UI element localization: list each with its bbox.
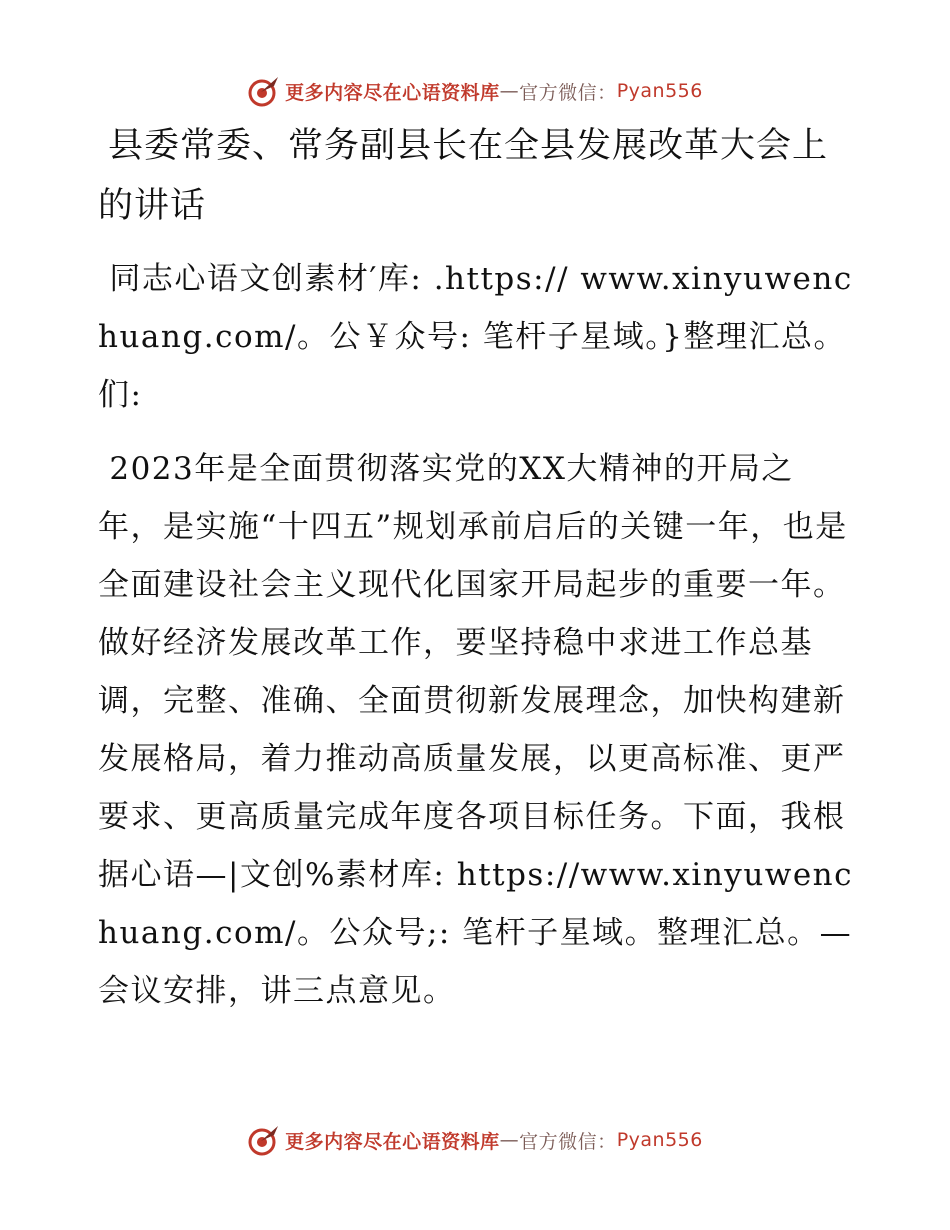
- document-paragraph: 2023年是全面贯彻落实党的XX大精神的开局之年，是实施“十四五”规划承前启后的关键一年，也是全面建设社会主义现代化国家开局起步的重要一年。做好经济发展改革工作，要坚持稳中求进工作总基调，完整、准确、全面贯彻新发展理念，加快构建新发展格局，着力推动高质量发展，以更高标准、更严要求、更高质量完成年度各项目标任务。下面，我根据心语—|文创%素材库: https://www.xinyuwenchuang.com/。公众号;: 笔杆子星域。整理汇总。—会议安排，讲三点意见。: [98, 451, 853, 1009]
- document-paragraph: 同志心语文创素材′库: .https:// www.xinyuwenchuang.com/。公￥众号: 笔杆子星域。}整理汇总。们:: [98, 261, 853, 413]
- document-title: [98, 116, 858, 236]
- banner-wechat-label: 官方微信：: [519, 81, 617, 104]
- banner-wechat-id: Pyan556: [616, 80, 703, 102]
- banner-main-text: 更多内容尽在心语资料库: [285, 1130, 500, 1153]
- quill-seal-icon: [247, 74, 281, 108]
- banner-separator: —: [499, 80, 520, 102]
- banner-wechat-id: Pyan556: [616, 1129, 703, 1151]
- header-watermark-banner: [0, 71, 950, 111]
- document-title-text: 县委常委、常务副县长在全县发展改革大会上的讲话: [98, 126, 829, 226]
- banner-main-text: 更多内容尽在心语资料库: [285, 81, 500, 104]
- banner-wechat-label: 官方微信：: [519, 1130, 617, 1153]
- quill-seal-icon: [247, 1123, 281, 1157]
- banner-separator: —: [499, 1129, 520, 1151]
- footer-watermark-banner: [0, 1120, 950, 1160]
